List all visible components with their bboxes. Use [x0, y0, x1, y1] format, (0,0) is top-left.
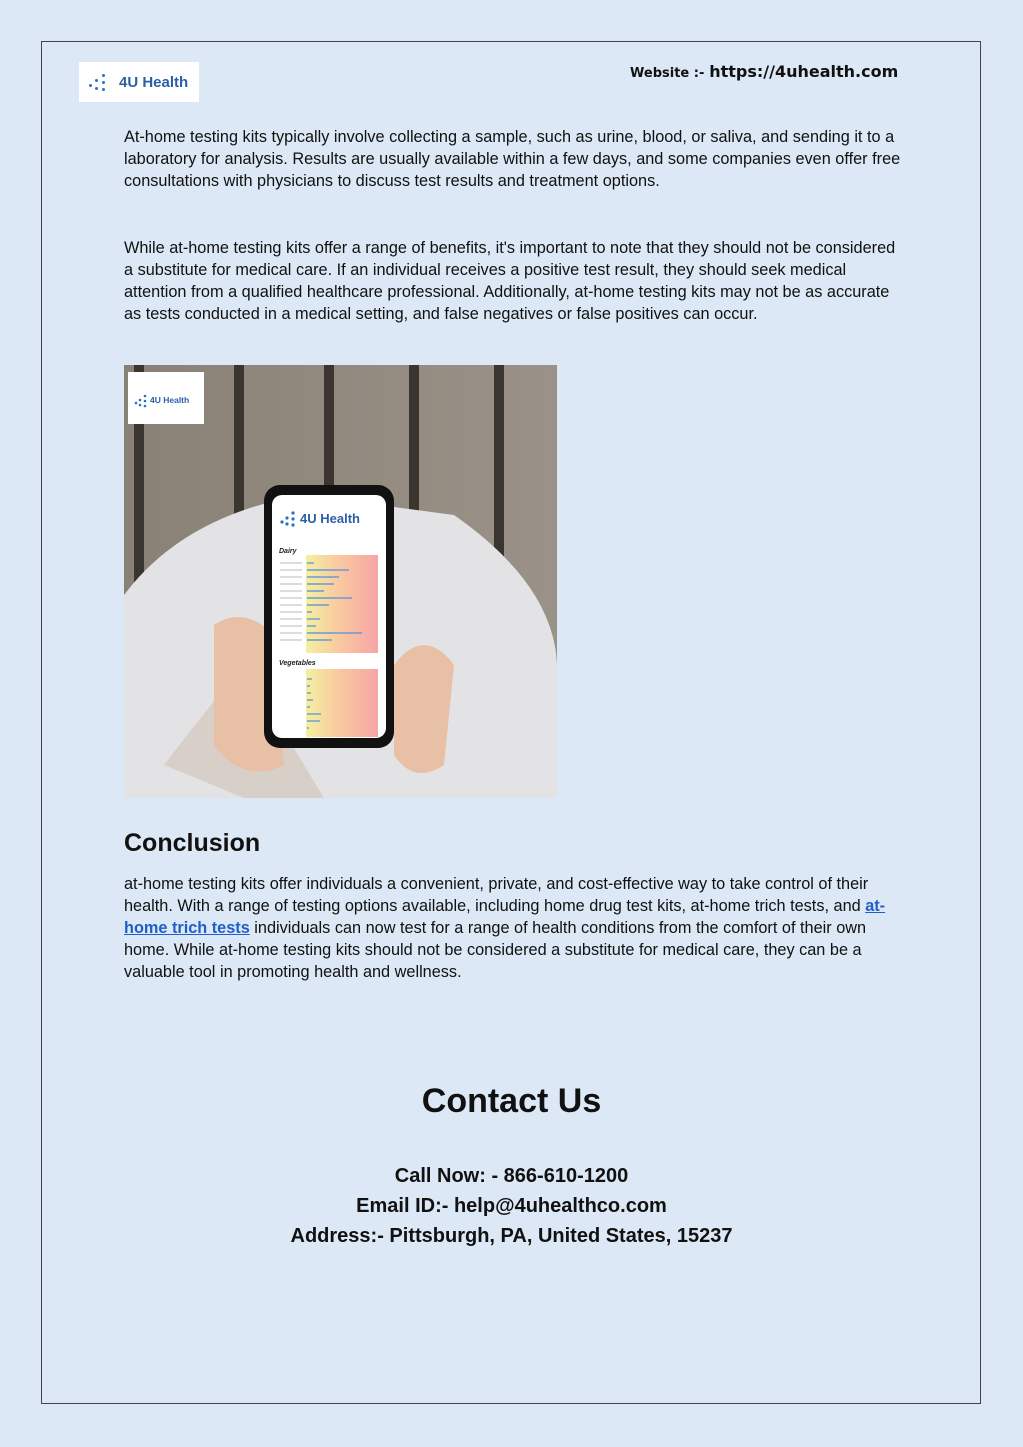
logo-dots-icon	[89, 71, 113, 93]
photo-logo-text: 4U Health	[150, 395, 190, 405]
logo-text: 4U Health	[119, 73, 189, 91]
phone-illustration	[124, 365, 557, 798]
email-line: Email ID:- help@4uhealthco.com	[356, 1195, 667, 1217]
contact-title: Contact Us	[421, 1082, 602, 1120]
section-vegetables: Vegetables	[279, 660, 316, 667]
phone-photo	[124, 365, 557, 798]
conclusion-text-2: individuals can now test for a range of health conditions from the comfort of their own home. While at-home testing kits should not be considered a substitute for medical care, they can be a valuable tool in promoting health and wellness.	[124, 919, 867, 981]
logo	[79, 62, 199, 102]
conclusion-heading: Conclusion	[124, 829, 261, 857]
app-title: 4U Health	[300, 511, 360, 526]
address-line: Address:- Pittsburgh, PA, United States, 15237	[290, 1225, 733, 1247]
website-link[interactable]: https://4uhealth.com	[709, 62, 899, 81]
call-line: Call Now: - 866-610-1200	[394, 1165, 629, 1187]
section-dairy: Dairy	[279, 548, 297, 555]
paragraph-1: At-home testing kits typically involve collecting a sample, such as urine, blood, or saliva, and sending it to a laboratory for analysis. Results are usually available within a few days, and some companies even offer free consultations with physicians to discuss test results and treatment options.	[124, 128, 901, 190]
trich-tests-link[interactable]: at-home trich tests	[124, 897, 886, 937]
paragraph-2: While at-home testing kits offer a range of benefits, it's important to note that they should not be considered a substitute for medical care. If an individual receives a positive test result, they should seek medical attention from a qualified healthcare professional. Additionally, at-home testing kits may not be as accurate as tests conducted in a medical setting, and false negatives or false positives can occur.	[124, 239, 896, 323]
conclusion-text-1: at-home testing kits offer individuals a convenient, private, and cost-effective way to take control of their health. With a range of testing options available, including home drug test kits, at-home trich tests, and	[124, 875, 869, 915]
conclusion-paragraph	[124, 873, 904, 983]
website-label: Website :-	[630, 66, 705, 81]
website-line	[630, 62, 898, 81]
